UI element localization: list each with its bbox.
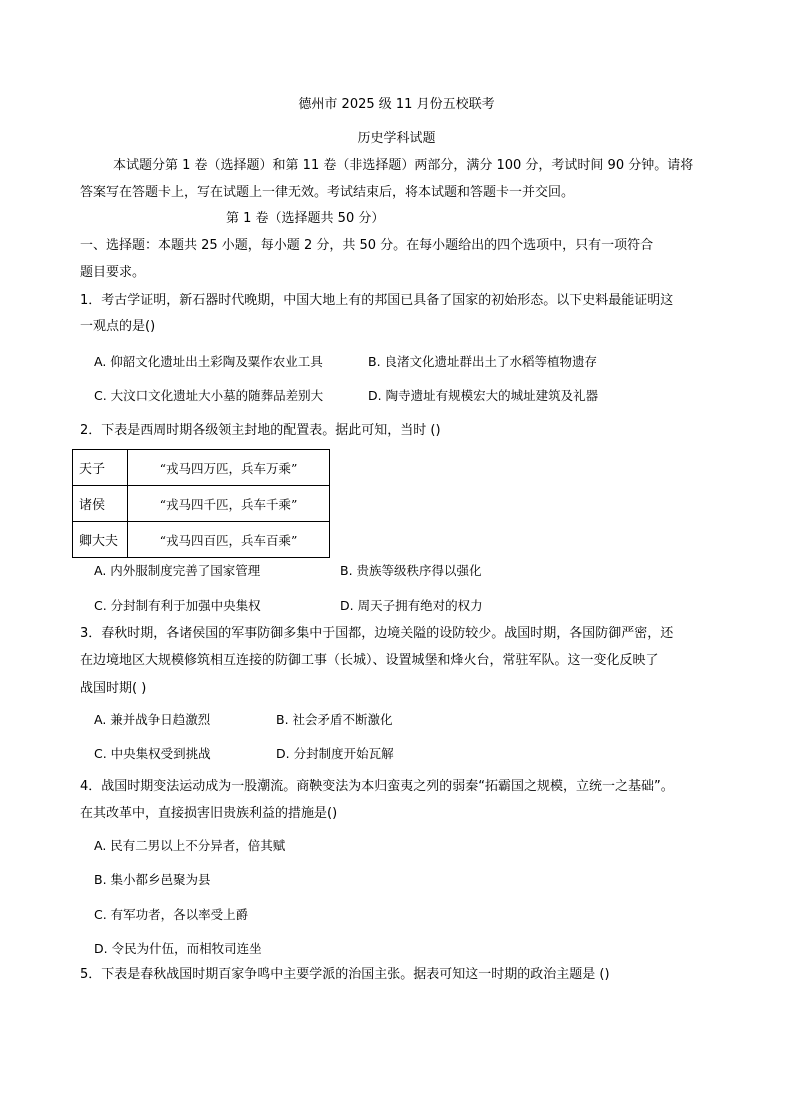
- q4-option-b: B. 集小都乡邑聚为县: [94, 872, 211, 887]
- table-cell-rank: 天子: [73, 450, 128, 486]
- q2-option-a: A. 内外服制度完善了国家管理: [94, 563, 261, 578]
- table-cell-quote: “戎马四千匹，兵车千乘”: [128, 486, 330, 522]
- q4-option-c: C. 有军功者，各以率受上爵: [94, 907, 249, 922]
- q3-option-d: D. 分封制度开始瓦解: [276, 746, 394, 761]
- q4-option-d: D. 令民为什伍，而相牧司连坐: [94, 941, 262, 956]
- table-cell-quote: “戎马四百匹，兵车百乘”: [128, 522, 330, 558]
- q3-option-a: A. 兼并战争日趋激烈: [94, 712, 211, 727]
- intro-line-2: 答案写在答题卡上，写在试题上一律无效。考试结束后，将本试题和答题卡一并交回。: [80, 185, 575, 200]
- q2-stem-line-1: 2．下表是西周时期各级领主封地的配置表。据此可知，当时 (): [80, 423, 441, 438]
- q2-option-b: B. 贵族等级秩序得以强化: [340, 563, 482, 578]
- q5-stem-line-1: 5．下表是春秋战国时期百家争鸣中主要学派的治国主张。据表可知这一时期的政治主题是 (): [80, 967, 610, 982]
- q1-stem-line-2: 一观点的是(): [80, 319, 156, 334]
- q4-stem-line-2: 在其改革中，直接损害旧贵族利益的措施是(): [80, 806, 338, 821]
- table-row: [73, 450, 330, 486]
- q2-option-c: C. 分封制有利于加强中央集权: [94, 598, 261, 613]
- q2-option-d: D. 周天子拥有绝对的权力: [340, 598, 483, 613]
- q3-stem-line-3: 战国时期( ): [80, 681, 147, 696]
- q1-option-a: A. 仰韶文化遗址出土彩陶及粟作农业工具: [94, 354, 323, 369]
- q1-option-b: B. 良渚文化遗址群出土了水稻等植物遗存: [368, 354, 598, 369]
- fief-table: [72, 449, 330, 558]
- q3-stem-line-2: 在边境地区大规模修筑相互连接的防御工事（长城）、设置城堡和烽火台，常驻军队。这一变化反映了: [80, 653, 659, 668]
- subject-title: 历史学科试题: [357, 131, 436, 146]
- section-heading: 第 1 卷（选择题共 50 分）: [226, 211, 385, 226]
- q3-option-c: C. 中央集权受到挑战: [94, 746, 211, 761]
- intro-line-1: 本试题分第 1 卷（选择题）和第 11 卷（非选择题）两部分，满分 100 分，考试时间 90 分钟。请将: [113, 158, 694, 173]
- q4-stem-line-1: 4．战国时期变法运动成为一股潮流。商鞅变法为本归蛮夷之列的弱秦“拓霸国之规模，立统一之基础”。: [80, 779, 674, 794]
- table-row: [73, 522, 330, 558]
- q3-stem-line-1: 3．春秋时期，各诸侯国的军事防御多集中于国都，边境关隘的设防较少。战国时期，各国防御严密，还: [80, 626, 674, 641]
- section-instruction-1: 一、选择题：本题共 25 小题，每小题 2 分，共 50 分。在每小题给出的四个选项中，只有一项符合: [80, 238, 654, 253]
- section-instruction-2: 题目要求。: [80, 265, 146, 280]
- q1-stem-line-1: 1．考古学证明，新石器时代晚期，中国大地上有的邦国已具备了国家的初始形态。以下史料最能证明这: [80, 293, 674, 308]
- q4-option-a: A. 民有二男以上不分异者，倍其赋: [94, 838, 286, 853]
- q1-option-c: C. 大汶口文化遗址大小墓的随葬品差别大: [94, 388, 324, 403]
- table-cell-quote: “戎马四万匹，兵车万乘”: [128, 450, 330, 486]
- table-cell-rank: 卿大夫: [73, 522, 128, 558]
- q3-option-b: B. 社会矛盾不断激化: [276, 712, 393, 727]
- q1-option-d: D. 陶寺遗址有规模宏大的城址建筑及礼器: [368, 388, 599, 403]
- exam-title: 德州市 2025 级 11 月份五校联考: [298, 97, 495, 112]
- table-row: [73, 486, 330, 522]
- table-cell-rank: 诸侯: [73, 486, 128, 522]
